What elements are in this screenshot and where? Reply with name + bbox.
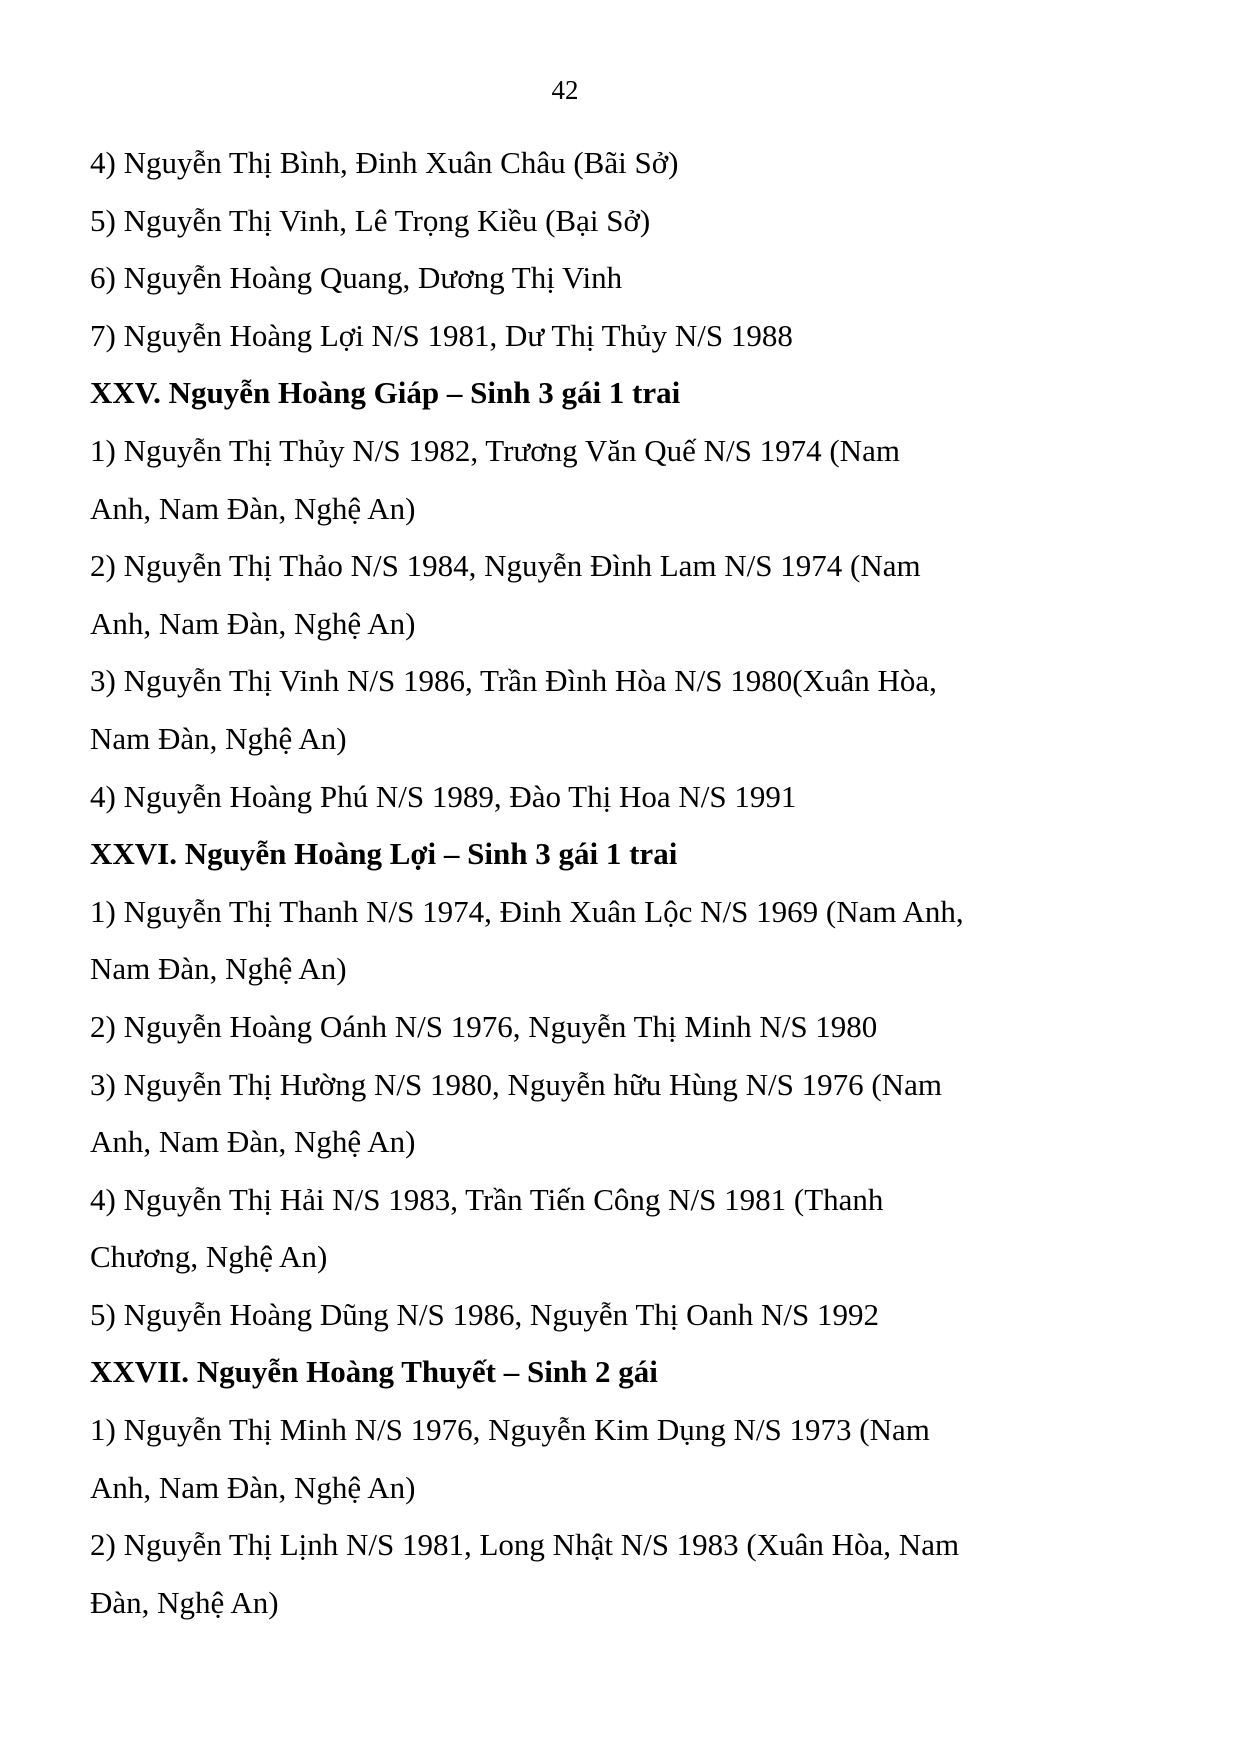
genealogy-entry-line: 1) Nguyễn Thị Thanh N/S 1974, Đinh Xuân Lộc N/S 1969 (Nam Anh, [90, 893, 964, 929]
genealogy-entry-line: Anh, Nam Đàn, Nghệ An) [90, 605, 416, 641]
section-heading: XXVI. Nguyễn Hoàng Lợi – Sinh 3 gái 1 trai [90, 836, 678, 872]
genealogy-entry-line: 3) Nguyễn Thị Vinh N/S 1986, Trần Đình Hòa N/S 1980(Xuân Hòa, [90, 663, 937, 699]
genealogy-entry-line: 5) Nguyễn Thị Vinh, Lê Trọng Kiều (Bại Sở) [90, 202, 651, 238]
genealogy-entry-line: Đàn, Nghệ An) [90, 1584, 279, 1620]
genealogy-entry-line: Anh, Nam Đàn, Nghệ An) [90, 1469, 416, 1505]
genealogy-entry-line: 7) Nguyễn Hoàng Lợi N/S 1981, Dư Thị Thủy N/S 1988 [90, 317, 793, 353]
genealogy-entry-line: 1) Nguyễn Thị Thủy N/S 1982, Trương Văn Quế N/S 1974 (Nam [90, 432, 900, 468]
genealogy-entry-line: Chương, Nghệ An) [90, 1239, 328, 1275]
genealogy-entry-line: 5) Nguyễn Hoàng Dũng N/S 1986, Nguyễn Thị Oanh N/S 1992 [90, 1296, 880, 1332]
genealogy-entry-line: Anh, Nam Đàn, Nghệ An) [90, 1124, 416, 1160]
genealogy-entry-line: 2) Nguyễn Hoàng Oánh N/S 1976, Nguyễn Thị Minh N/S 1980 [90, 1008, 878, 1044]
genealogy-entry-line: 3) Nguyễn Thị Hường N/S 1980, Nguyễn hữu Hùng N/S 1976 (Nam [90, 1066, 942, 1102]
genealogy-entry-line: Nam Đàn, Nghệ An) [90, 951, 347, 987]
genealogy-entry-line: 6) Nguyễn Hoàng Quang, Dương Thị Vinh [90, 260, 623, 296]
genealogy-entry-line: 1) Nguyễn Thị Minh N/S 1976, Nguyễn Kim Dụng N/S 1973 (Nam [90, 1412, 930, 1448]
genealogy-entry-line: 4) Nguyễn Thị Hải N/S 1983, Trần Tiến Công N/S 1981 (Thanh [90, 1181, 884, 1217]
document-body [90, 134, 1070, 1631]
genealogy-entry-line: Anh, Nam Đàn, Nghệ An) [90, 490, 416, 526]
genealogy-entry-line: 2) Nguyễn Thị Lịnh N/S 1981, Long Nhật N/S 1983 (Xuân Hòa, Nam [90, 1527, 960, 1563]
section-heading: XXV. Nguyễn Hoàng Giáp – Sinh 3 gái 1 trai [90, 375, 681, 411]
genealogy-entry-line: 4) Nguyễn Hoàng Phú N/S 1989, Đào Thị Hoa N/S 1991 [90, 778, 797, 814]
genealogy-entry-line: 4) Nguyễn Thị Bình, Đinh Xuân Châu (Bãi Sở) [90, 145, 679, 180]
genealogy-entry-line: 2) Nguyễn Thị Thảo N/S 1984, Nguyễn Đình Lam N/S 1974 (Nam [90, 548, 921, 584]
genealogy-entry-line: Nam Đàn, Nghệ An) [90, 720, 347, 756]
page-number: 42 [551, 75, 579, 105]
section-heading: XXVII. Nguyễn Hoàng Thuyết – Sinh 2 gái [90, 1354, 658, 1390]
